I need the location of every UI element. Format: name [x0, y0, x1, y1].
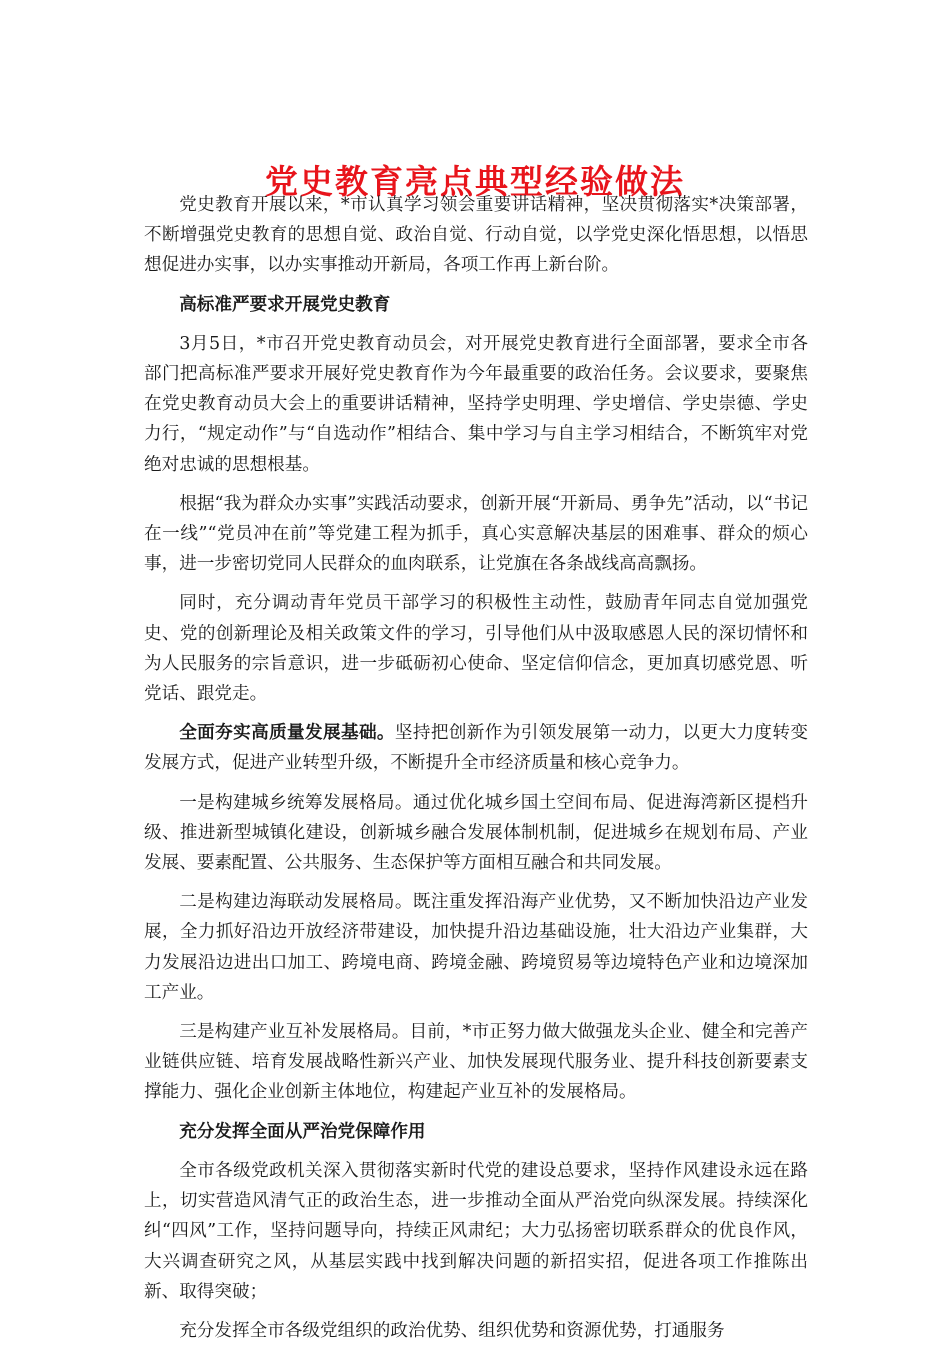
paragraph: 充分发挥全市各级党组织的政治优势、组织优势和资源优势，打通服务 [179, 1320, 725, 1341]
paragraph-intro: 党史教育开展以来，*市认真学习领会重要讲话精神，坚决贯彻落实*决策部署，不断增强党史教育的思想自觉、政治自觉、行动自觉，以学党史深化悟思想，以悟思想促进办实事，以办实事推动开新局，各项工作再上新台阶。 [144, 195, 808, 276]
paragraph: 3月5日，*市召开党史教育动员会，对开展党史教育进行全面部署，要求全市各部门把高标准严要求开展好党史教育作为今年最重要的政治任务。会议要求，要聚焦在党史教育动员大会上的重要讲话精神，坚持学史明理、学史增信、学史崇德、学史力行，“规定动作”与“自选动作”相结合、集中学习与自主学习相结合，不断筑牢对党绝对忠诚的思想根基。 [144, 333, 808, 475]
paragraph-with-lead [144, 718, 808, 778]
paragraph: 二是构建边海联动发展格局。既注重发挥沿海产业优势，又不断加快沿边产业发展，全力抓好沿边开放经济带建设，加快提升沿边基础设施，壮大沿边产业集群，大力发展沿边进出口加工、跨境电商、跨境金融、跨境贸易等边境特色产业和边境深加工产业。 [144, 892, 808, 1003]
paragraph: 根据“我为群众办实事”实践活动要求，创新开展“开新局、勇争先”活动，以“书记在一线”“党员冲在前”等党建工程为抓手，真心实意解决基层的困难事、群众的烦心事，进一步密切党同人民群众的血肉联系，让党旗在各条战线高高飘扬。 [144, 493, 808, 575]
paragraph-lead-text: 坚持把创新作为引领发展第一动力，以更大力度转变发展方式，促进产业转型升级，不断提升全市经济质量和核心竞争力。 [144, 723, 808, 774]
document-title: 党史教育亮点典型经验做法 [265, 162, 685, 202]
paragraph-lead: 全面夯实高质量发展基础。 [179, 722, 395, 744]
paragraph: 一是构建城乡统筹发展格局。通过优化城乡国土空间布局、促进海湾新区提档升级、推进新型城镇化建设，创新城乡融合发展体制机制，促进城乡在规划布局、产业发展、要素配置、公共服务、生态保护等方面相互融合和共同发展。 [144, 792, 808, 874]
document-body [144, 190, 808, 1355]
paragraph: 三是构建产业互补发展格局。目前，*市正努力做大做强龙头企业、健全和完善产业链供应链、培育发展战略性新兴产业、加快发展现代服务业、提升科技创新要素支撑能力、强化企业创新主体地位，构建起产业互补的发展格局。 [144, 1022, 808, 1103]
paragraph: 全市各级党政机关深入贯彻落实新时代党的建设总要求，坚持作风建设永远在路上，切实营造风清气正的政治生态，进一步推动全面从严治党向纵深发展。持续深化纠“四风”工作，坚持问题导向，持续正风肃纪；大力弘扬密切联系群众的优良作风，大兴调查研究之风，从基层实践中找到解决问题的新招实招，促进各项工作推陈出新、取得突破； [144, 1160, 808, 1302]
section-heading: 充分发挥全面从严治党保障作用 [179, 1120, 426, 1142]
paragraph: 同时，充分调动青年党员干部学习的积极性主动性，鼓励青年同志自觉加强党史、党的创新理论及相关政策文件的学习，引导他们从中汲取感恩人民的深切情怀和为人民服务的宗旨意识，进一步砥砺初心使命、坚定信仰信念，更加真切感党恩、听党话、跟党走。 [144, 593, 808, 705]
section-heading: 高标准严要求开展党史教育 [179, 293, 391, 315]
